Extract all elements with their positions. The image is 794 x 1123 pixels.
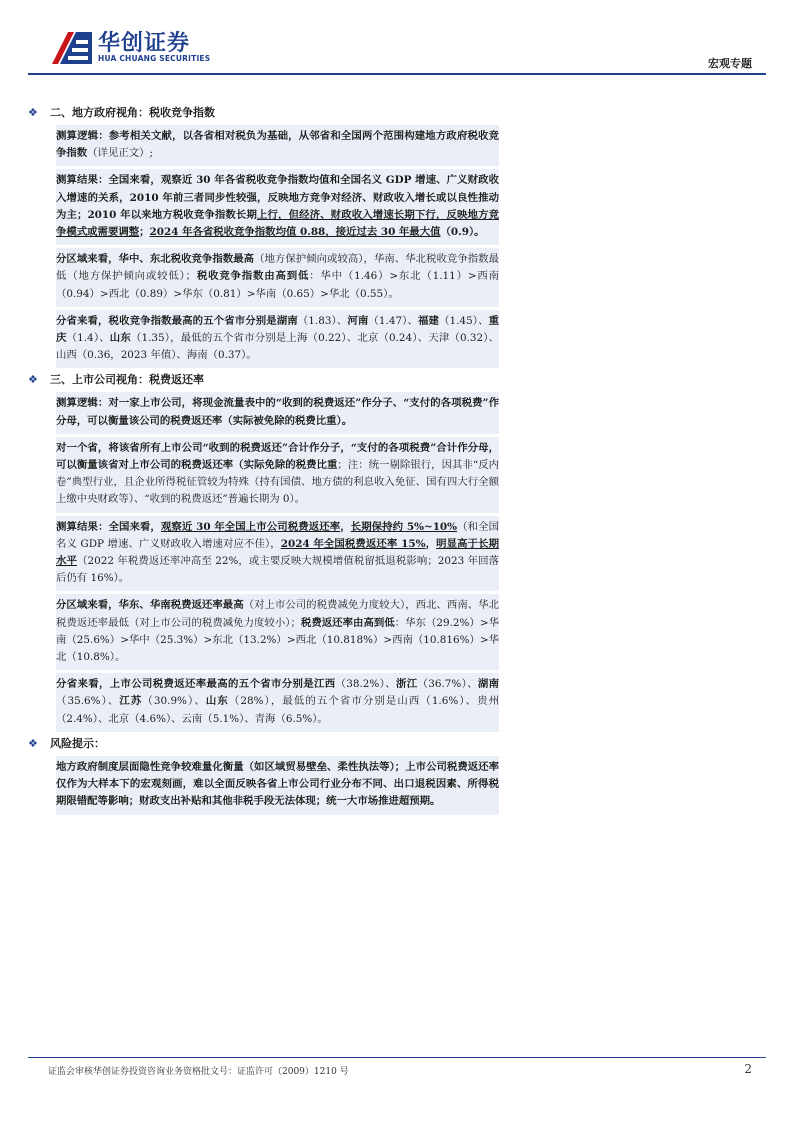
brand-name-cn: 华创证券 [98,31,191,56]
paragraph-province-method-tax-rebate: 对一个省，将该省所有上市公司“收到的税费返还”合计作分子，“支付的各项税费”合计作分母，可以衡量该省对上市公司的税费返还率（实际免除的税费比重；注：统一剔除银行，因其非“反内卷”典型行业，且企业所得税征管较为特殊（持有国债、地方债的利息收入免征、国有四大行全额上缴中央财政等）、“收到的税费返还”普遍长期为 0）。 [56,437,499,513]
report-type-label: 宏观专题 [708,57,752,70]
footer-license: 证监会审核华创证券投资咨询业务资格批文号：证监许可（2009）1210 号 [48,1067,349,1077]
section-heading-local-government: ❖ 二、地方政府视角：税收竞争指数 [28,106,215,119]
section-heading-listed-companies: ❖ 三、上市公司视角：税费返还率 [28,373,204,387]
paragraph-result-tax-competition: 测算结果：全国来看，观察近 30 年各省税收竞争指数均值和全国名义 GDP 增速、广义财政收入增速的关系，2010 年前三者同步性较强，反映地方竞争对经济、财政收入增长或以良性推动为主；2010 年以来地方税收竞争指数长期上行，但经济、财政收入增速长期下行，反映地方竞争模式或需要调整；2024 年各省税收竞争指数均值 0.88，接近过去 30 年最大值（0.9）。 [56,169,499,245]
paragraph-risk-warning: 地方政府制度层面隐性竞争较难量化衡量（如区域贸易壁垒、柔性执法等）；上市公司税费返还率仅作为大样本下的宏观刻画，难以全面反映各省上市公司行业分布不同、出口退税因素、所得税期限错配等影响；财政支出补贴和其他非税手段无法体现；统一大市场推进超预期。 [56,756,499,815]
huachuang-logo-icon [50,26,94,66]
diamond-bullet-icon: ❖ [28,373,38,387]
paragraph-method-tax-rebate: 测算逻辑：对一家上市公司，将现金流量表中的“收到的税费返还”作分子、“支付的各项税费”作分母，可以衡量该公司的税费返还率（实际被免除的税费比重）。 [56,392,499,433]
paragraph-province-tax-competition: 分省来看，税收竞争指数最高的五个省市分别是湖南（1.83）、河南（1.47）、福建（1.45）、重庆（1.4）、山东（1.35），最低的五个省市分别是上海（0.22）、北京（0.24）、天津（0.32）、山西（0.36，2023 年值）、海南（0.37）。 [56,310,499,369]
brand-name-en: HUA CHUANG SECURITIES [98,54,211,63]
paragraph-region-tax-competition: 分区域来看，华中、东北税收竞争指数最高（地方保护倾向或较高），华南、华北税收竞争指数最低（地方保护倾向或较低）；税收竞争指数由高到低：华中（1.46）>东北（1.11）>西南（0.94）>西北（0.89）>华东（0.81）>华南（0.65）>华北（0.55）。 [56,248,499,307]
page-header [0,0,794,78]
page-number: 2 [744,1062,752,1076]
footer-divider [28,1057,766,1058]
diamond-bullet-icon: ❖ [28,106,38,119]
paragraph-method-tax-competition: 测算逻辑：参考相关文献，以各省相对税负为基础，从邻省和全国两个范围构建地方政府税收竞争指数（详见正文）; [56,125,499,166]
header-divider [28,73,766,75]
paragraph-result-tax-rebate: 测算结果：全国来看，观察近 30 年全国上市公司税费返还率，长期保持约 5%~10%（和全国名义 GDP 增速、广义财政收入增速对应不佳），2024 年全国税费返还率 15%，明显高于长期水平（2022 年税费返还率冲高至 22%，或主要反映大规模增值税留抵退税影响；2023 年回落后仍有 16%）。 [56,516,499,592]
paragraph-region-tax-rebate: 分区域来看，华东、华南税费返还率最高（对上市公司的税费减免力度较大），西北、西南、华北税费返还率最低（对上市公司的税费减免力度较小）；税费返还率由高到低：华东（29.2%）>华南（25.6%）>华中（25.3%）>东北（13.2%）>西北（10.818%）>西南（10.816%）>华北（10.8%）。 [56,594,499,670]
section-heading-risk: ❖ 风险提示： [28,736,105,750]
paragraph-province-tax-rebate: 分省来看，上市公司税费返还率最高的五个省市分别是江西（38.2%）、浙江（36.7%）、湖南（35.6%）、江苏（30.9%）、山东（28%），最低的五个省市分别是山西（1.6%）、贵州（2.4%）、北京（4.6%）、云南（5.1%）、青海（6.5%）。 [56,673,499,732]
diamond-bullet-icon: ❖ [28,736,38,750]
report-body [28,104,768,818]
